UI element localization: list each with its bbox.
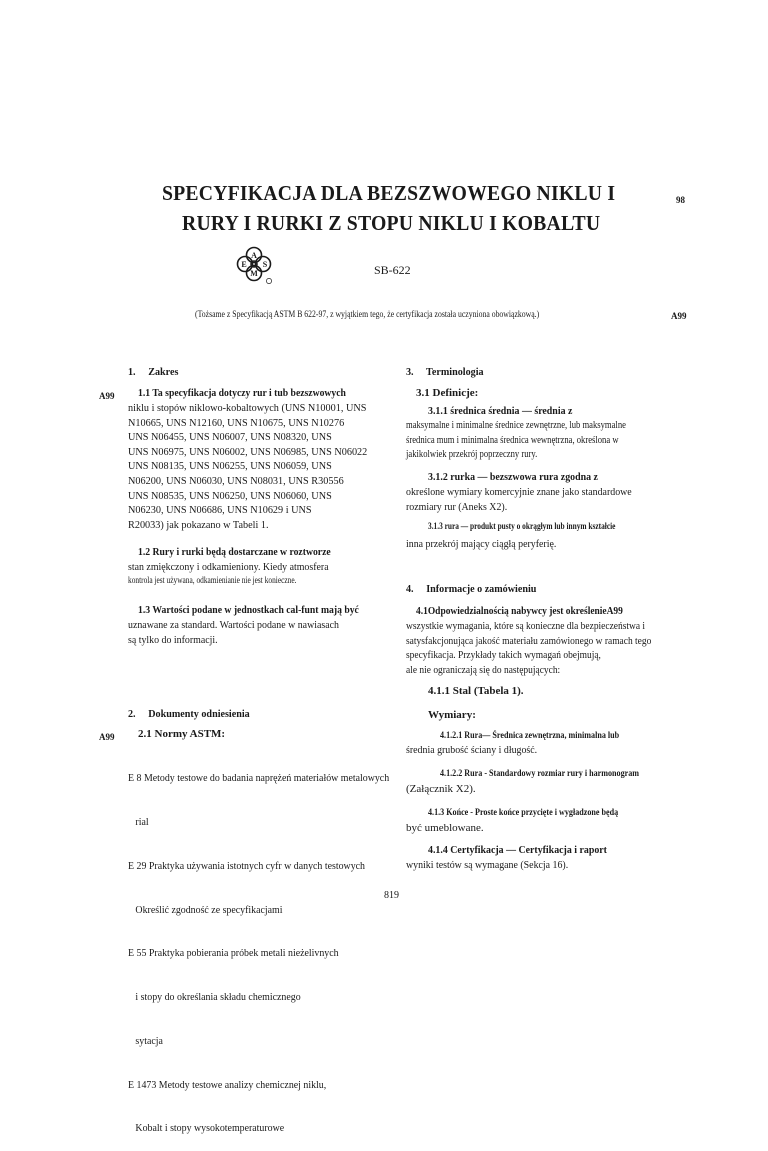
margin-mark-a99-scope: A99 xyxy=(99,391,115,401)
reference-item: Określić zgodność ze specyfikacjami xyxy=(128,903,283,916)
uns-line: UNS N06975, UNS N06002, UNS N06985, UNS N06022 xyxy=(128,445,368,458)
definition-line: rozmiary rur (Aneks X2). xyxy=(406,500,508,513)
uns-line: UNS N06455, UNS N06007, UNS N08320, UNS xyxy=(128,431,332,444)
section-4-1-1: 4.1.1 Stal (Tabela 1). xyxy=(428,685,524,697)
definition-line: średnica mum i minimalna średnica wewnętrzna, określona w xyxy=(406,434,619,446)
definition-line: maksymalne i minimalne średnice zewnętrzne, lub maksymalne xyxy=(406,420,626,431)
section-3-heading: 3. Terminologia xyxy=(406,366,484,378)
uns-line: R20033) jak pokazano w Tabeli 1. xyxy=(128,518,269,531)
uns-line: UNS N08135, UNS N06255, UNS N06059, UNS xyxy=(128,460,332,473)
section-4-1-4-lead: 4.1.4 Certyfikacja — Certyfikacja i raport xyxy=(428,844,607,856)
reference-item: E 55 Praktyka pobierania próbek metali nieżelivnych xyxy=(128,947,339,960)
section-3-1-lead: 3.1 Definicje: xyxy=(416,387,479,399)
section-4-1-body xyxy=(406,619,651,677)
spec-code: SB-622 xyxy=(374,263,411,277)
logo-letter-a: A xyxy=(251,251,257,260)
uns-line: niklu i stopów niklowo-kobaltowych (UNS N10001, UNS xyxy=(128,402,367,414)
section-2-heading: 2. Dokumenty odniesienia xyxy=(128,708,250,720)
section-1-2-lead: 1.2 Rury i rurki będą dostarczane w roztworze xyxy=(138,546,331,558)
document-title-line1: SPECYFIKACJA DLA BEZSZWOWEGO NIKLU I xyxy=(162,181,616,205)
subtitle-note: (Tożsame z Specyfikacją ASTM B 622-97, z wyjątkiem tego, że certyfikacja została uczyniona obowiązkową.) xyxy=(195,309,540,319)
ordering-line: specyfikacja. Przykłady takich wymagań obejmują, xyxy=(406,649,601,661)
section-4-1-2-2-line: (Załącznik X2). xyxy=(406,783,476,795)
section-3-1-1-lead: 3.1.1 średnica średnia — średnia z xyxy=(428,405,573,417)
ordering-line: ale nie ograniczają się do następujących: xyxy=(406,663,561,676)
logo-letter-e: E xyxy=(241,260,247,269)
section-1-2-line2: kontrola jest używana, odkamienianie nie jest konieczne. xyxy=(128,575,297,585)
section-1-3-line2: są tylko do informacji. xyxy=(128,634,218,646)
margin-mark-a99-top: A99 xyxy=(671,311,687,321)
section-3-1-3-lead: 3.1.3 rura — produkt pusty o okrągłym lub innym kształcie xyxy=(428,521,616,531)
section-1-heading: 1. Zakres xyxy=(128,366,179,378)
section-4-1-4-line: wyniki testów są wymagane (Sekcja 16). xyxy=(406,859,569,871)
section-4-1-lead: 4.1Odpowiedzialnością nabywcy jest określenieA99 xyxy=(416,605,623,617)
document-title-line2: RURY I RURKI Z STOPU NIKLU I KOBALTU xyxy=(182,211,601,235)
asme-logo-mark xyxy=(234,244,274,288)
dimensions-label: Wymiary: xyxy=(428,709,476,721)
section-2-1-lead: 2.1 Normy ASTM: xyxy=(138,728,226,740)
reference-item: i stopy do określania składu chemicznego xyxy=(128,991,301,1004)
definition-line: określone wymiary komercyjnie znane jako standardowe xyxy=(406,486,632,498)
uns-line: UNS N08535, UNS N06250, UNS N06060, UNS xyxy=(128,489,332,502)
section-4-1-2-2-lead: 4.1.2.2 Rura - Standardowy rozmiar rury i harmonogram xyxy=(440,768,640,778)
section-4-1-3-lead: 4.1.3 Końce - Proste końce przycięte i wygładzone będą xyxy=(428,807,619,817)
reference-item: E 29 Praktyka używania istotnych cyfr w danych testowych xyxy=(128,859,365,872)
section-4-1-3-line: być umeblowane. xyxy=(406,822,484,834)
reference-item: Kobalt i stopy wysokotemperaturowe xyxy=(128,1122,285,1135)
section-3-1-2-body xyxy=(406,485,632,514)
uns-line: N06230, UNS N06686, UNS N10629 i UNS xyxy=(128,504,312,517)
reference-item: rial xyxy=(128,815,149,828)
asme-logo xyxy=(234,244,274,288)
astm-references-list xyxy=(128,742,389,1151)
section-4-1-2-1-line: średnia grubość ściany i długość. xyxy=(406,744,538,756)
logo-letter-m: M xyxy=(250,269,258,278)
reference-item: E 8 Metody testowe do badania naprężeń materiałów metalowych xyxy=(128,772,390,785)
reference-item: E 1473 Metody testowe analizy chemicznej niklu, xyxy=(128,1078,327,1091)
section-1-1-lead: 1.1 Ta specyfikacja dotyczy rur i tub bezszwowych xyxy=(138,387,346,399)
section-3-1-3-line: inna przekrój mający ciągłą peryferię. xyxy=(406,538,557,550)
section-1-2-line1: stan zmiękczony i odkamieniony. Kiedy atmosfera xyxy=(128,561,329,573)
uns-line: N10665, UNS N12160, UNS N10675, UNS N10276 xyxy=(128,416,345,429)
ordering-line: satysfakcjonująca jakość materiału zamówionego w ramach tego xyxy=(406,634,652,647)
section-3-1-1-body xyxy=(406,419,626,463)
logo-letter-s: S xyxy=(262,260,268,269)
margin-mark-98: 98 xyxy=(676,195,685,205)
uns-line: N06200, UNS N06030, UNS N08031, UNS R30556 xyxy=(128,474,344,487)
reference-item: sytacja xyxy=(128,1034,163,1047)
section-1-1-body xyxy=(128,401,367,532)
section-1-3-lead: 1.3 Wartości podane w jednostkach cal-funt mają być xyxy=(138,604,359,616)
section-3-1-2-lead: 3.1.2 rurka — bezszwowa rura zgodna z xyxy=(428,471,598,483)
ordering-line: wszystkie wymagania, które są konieczne dla bezpieczeństwa i xyxy=(406,620,646,632)
definition-line: jakikolwiek przekrój poprzeczny rury. xyxy=(406,449,538,460)
section-1-3-line1: uznawane za standard. Wartości podane w nawiasach xyxy=(128,619,339,631)
section-4-heading: 4. Informacje o zamówieniu xyxy=(406,583,537,595)
section-4-1-2-1-lead: 4.1.2.1 Rura— Średnica zewnętrzna, minimalna lub xyxy=(440,730,620,740)
margin-mark-a99-refs: A99 xyxy=(99,732,115,742)
page-number: 819 xyxy=(384,890,399,901)
